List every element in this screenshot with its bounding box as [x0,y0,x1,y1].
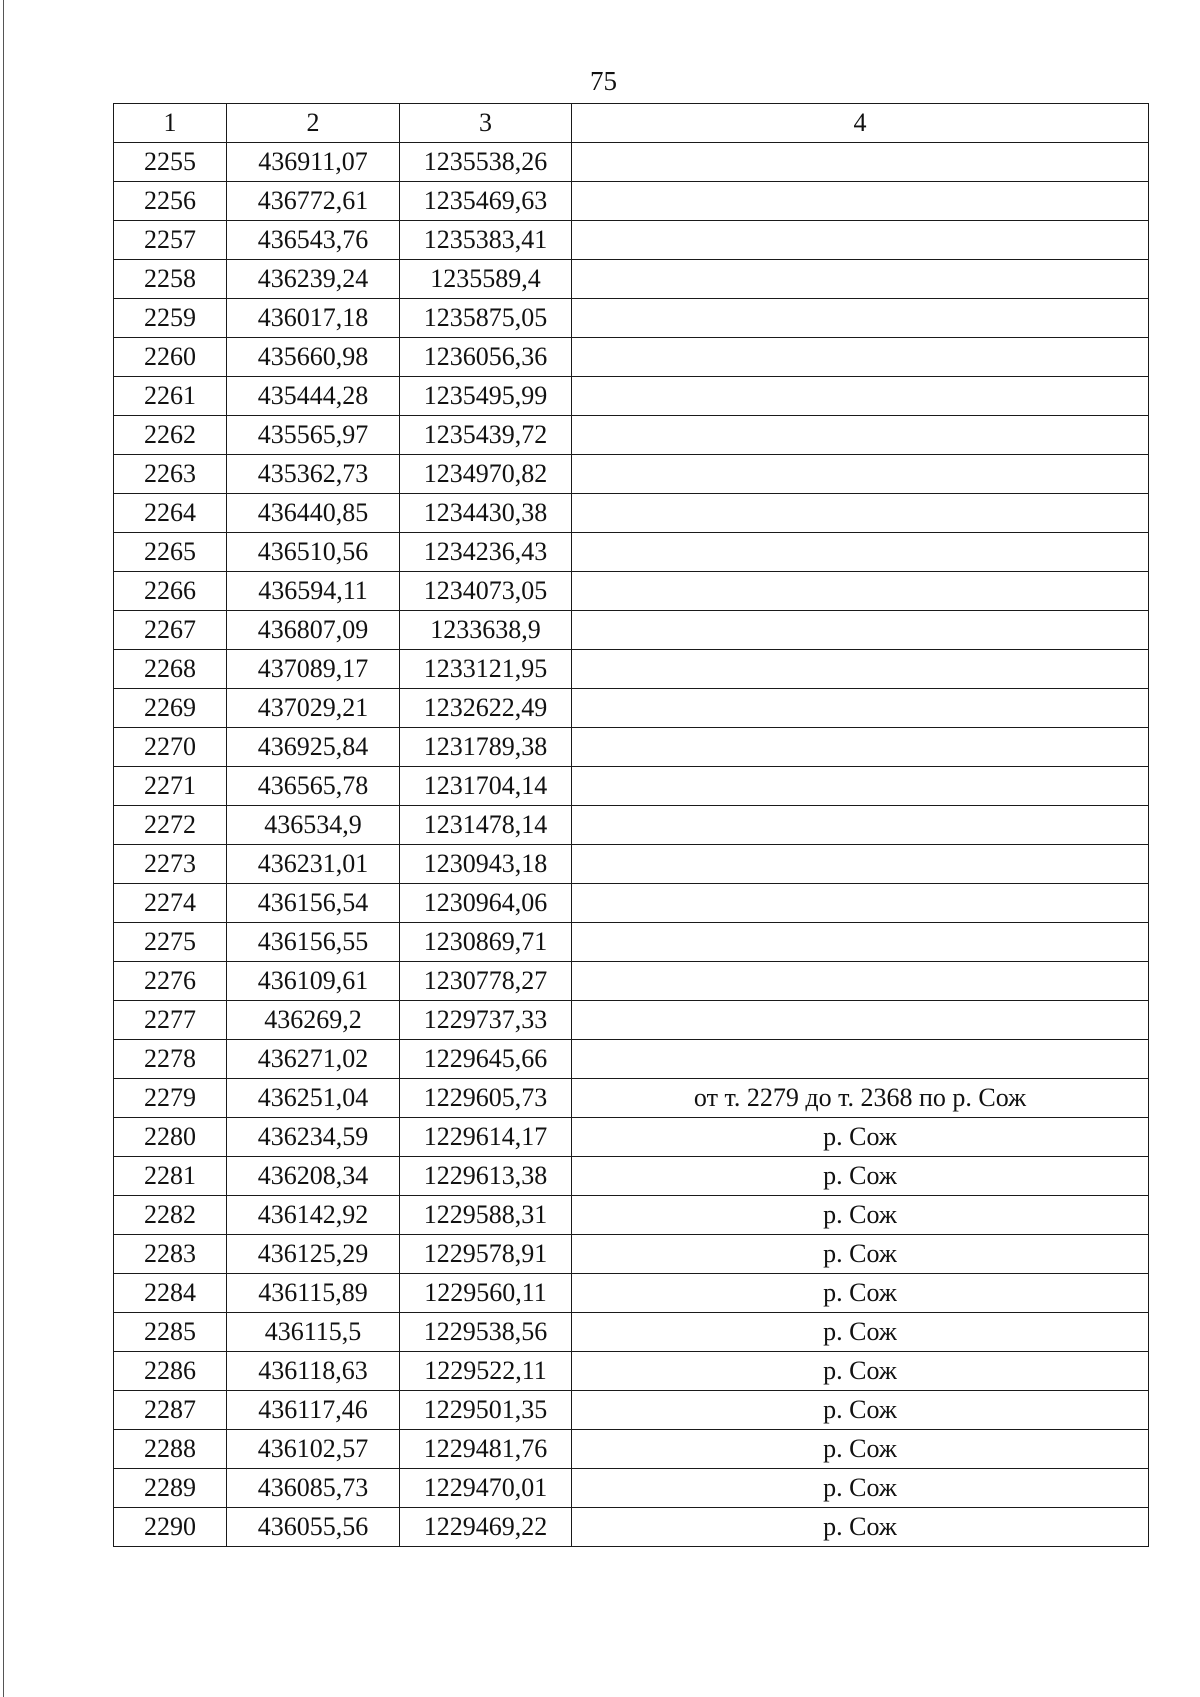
description-cell [572,1001,1149,1040]
table-row [114,533,1149,572]
description-cell: р. Сож [572,1352,1149,1391]
coord-y-cell: 1236056,36 [400,338,572,377]
table-row [114,1001,1149,1040]
description-cell: р. Сож [572,1157,1149,1196]
coord-y-cell: 1235383,41 [400,221,572,260]
coord-x-cell: 436156,54 [227,884,400,923]
coord-x-cell: 436565,78 [227,767,400,806]
description-cell [572,494,1149,533]
coord-x-cell: 436251,04 [227,1079,400,1118]
table-row [114,767,1149,806]
point-number-cell: 2269 [114,689,227,728]
coord-x-cell: 436118,63 [227,1352,400,1391]
coord-x-cell: 436772,61 [227,182,400,221]
description-cell: р. Сож [572,1118,1149,1157]
coord-y-cell: 1229588,31 [400,1196,572,1235]
point-number-cell: 2283 [114,1235,227,1274]
header-col-1: 1 [114,104,227,143]
description-cell [572,884,1149,923]
coord-y-cell: 1229560,11 [400,1274,572,1313]
table-row [114,1040,1149,1079]
description-cell [572,455,1149,494]
description-cell [572,377,1149,416]
coord-y-cell: 1231704,14 [400,767,572,806]
coord-x-cell: 436102,57 [227,1430,400,1469]
point-number-cell: 2263 [114,455,227,494]
point-number-cell: 2256 [114,182,227,221]
point-number-cell: 2290 [114,1508,227,1547]
point-number-cell: 2277 [114,1001,227,1040]
scan-edge-line [3,0,4,1697]
point-number-cell: 2261 [114,377,227,416]
coord-y-cell: 1232622,49 [400,689,572,728]
table-row [114,377,1149,416]
point-number-cell: 2262 [114,416,227,455]
page-number: 75 [590,66,617,96]
table-row [114,455,1149,494]
coord-y-cell: 1235589,4 [400,260,572,299]
header-row [114,104,1149,143]
coord-x-cell: 436925,84 [227,728,400,767]
table-row [114,611,1149,650]
coord-y-cell: 1229614,17 [400,1118,572,1157]
description-cell: от т. 2279 до т. 2368 по р. Сож [572,1079,1149,1118]
coord-x-cell: 435362,73 [227,455,400,494]
description-cell: р. Сож [572,1430,1149,1469]
description-cell: р. Сож [572,1274,1149,1313]
description-cell [572,689,1149,728]
description-cell [572,923,1149,962]
point-number-cell: 2276 [114,962,227,1001]
description-cell: р. Сож [572,1235,1149,1274]
coord-y-cell: 1230778,27 [400,962,572,1001]
coord-x-cell: 436234,59 [227,1118,400,1157]
coord-x-cell: 436117,46 [227,1391,400,1430]
point-number-cell: 2268 [114,650,227,689]
table-row [114,182,1149,221]
description-cell [572,143,1149,182]
table-row [114,1313,1149,1352]
point-number-cell: 2287 [114,1391,227,1430]
coord-y-cell: 1229578,91 [400,1235,572,1274]
table-row [114,1391,1149,1430]
coord-x-cell: 436208,34 [227,1157,400,1196]
table-row [114,689,1149,728]
coord-y-cell: 1229613,38 [400,1157,572,1196]
description-cell [572,299,1149,338]
table-row [114,1508,1149,1547]
coord-y-cell: 1235439,72 [400,416,572,455]
coord-y-cell: 1231789,38 [400,728,572,767]
table-row [114,1079,1149,1118]
coord-y-cell: 1229481,76 [400,1430,572,1469]
coord-y-cell: 1235875,05 [400,299,572,338]
coord-y-cell: 1230869,71 [400,923,572,962]
coord-x-cell: 435660,98 [227,338,400,377]
coord-y-cell: 1229737,33 [400,1001,572,1040]
header-col-2: 2 [227,104,400,143]
coord-y-cell: 1235495,99 [400,377,572,416]
coord-x-cell: 436085,73 [227,1469,400,1508]
coord-x-cell: 436055,56 [227,1508,400,1547]
header-col-3: 3 [400,104,572,143]
coord-x-cell: 436543,76 [227,221,400,260]
coord-y-cell: 1229645,66 [400,1040,572,1079]
point-number-cell: 2284 [114,1274,227,1313]
header-col-4: 4 [572,104,1149,143]
table-body [114,143,1149,1547]
description-cell [572,1040,1149,1079]
coord-x-cell: 436156,55 [227,923,400,962]
table-row [114,1430,1149,1469]
point-number-cell: 2285 [114,1313,227,1352]
point-number-cell: 2267 [114,611,227,650]
table-row [114,923,1149,962]
description-cell [572,845,1149,884]
point-number-cell: 2274 [114,884,227,923]
point-number-cell: 2286 [114,1352,227,1391]
coord-x-cell: 436594,11 [227,572,400,611]
coord-x-cell: 436534,9 [227,806,400,845]
point-number-cell: 2271 [114,767,227,806]
table-row [114,1157,1149,1196]
table-row [114,1196,1149,1235]
point-number-cell: 2289 [114,1469,227,1508]
table-row [114,1352,1149,1391]
description-cell [572,806,1149,845]
coord-y-cell: 1229501,35 [400,1391,572,1430]
coord-y-cell: 1234430,38 [400,494,572,533]
point-number-cell: 2280 [114,1118,227,1157]
point-number-cell: 2264 [114,494,227,533]
coord-x-cell: 436017,18 [227,299,400,338]
description-cell [572,260,1149,299]
coord-x-cell: 436115,5 [227,1313,400,1352]
coord-x-cell: 437089,17 [227,650,400,689]
table-row [114,1469,1149,1508]
point-number-cell: 2259 [114,299,227,338]
coord-y-cell: 1229605,73 [400,1079,572,1118]
table-row [114,416,1149,455]
point-number-cell: 2275 [114,923,227,962]
coord-y-cell: 1229522,11 [400,1352,572,1391]
coord-x-cell: 436271,02 [227,1040,400,1079]
coord-x-cell: 436239,24 [227,260,400,299]
coord-x-cell: 436269,2 [227,1001,400,1040]
coordinates-table [113,103,1149,1547]
table-row [114,1235,1149,1274]
description-cell [572,611,1149,650]
point-number-cell: 2258 [114,260,227,299]
description-cell: р. Сож [572,1196,1149,1235]
table-row [114,143,1149,182]
point-number-cell: 2266 [114,572,227,611]
table-row [114,1274,1149,1313]
point-number-cell: 2282 [114,1196,227,1235]
point-number-cell: 2265 [114,533,227,572]
coord-y-cell: 1233638,9 [400,611,572,650]
coord-y-cell: 1230964,06 [400,884,572,923]
table-header [114,104,1149,143]
coord-x-cell: 437029,21 [227,689,400,728]
table-row [114,494,1149,533]
table-row [114,845,1149,884]
coord-x-cell: 436109,61 [227,962,400,1001]
table-row [114,650,1149,689]
table-row [114,221,1149,260]
description-cell [572,416,1149,455]
coord-x-cell: 436115,89 [227,1274,400,1313]
point-number-cell: 2273 [114,845,227,884]
point-number-cell: 2279 [114,1079,227,1118]
description-cell: р. Сож [572,1391,1149,1430]
description-cell [572,650,1149,689]
coord-x-cell: 436125,29 [227,1235,400,1274]
point-number-cell: 2260 [114,338,227,377]
coord-y-cell: 1229538,56 [400,1313,572,1352]
table-row [114,728,1149,767]
description-cell: р. Сож [572,1313,1149,1352]
description-cell [572,533,1149,572]
table-row [114,338,1149,377]
description-cell [572,338,1149,377]
table-row [114,884,1149,923]
description-cell: р. Сож [572,1469,1149,1508]
coord-y-cell: 1234073,05 [400,572,572,611]
description-cell: р. Сож [572,1508,1149,1547]
coord-y-cell: 1229470,01 [400,1469,572,1508]
table-row [114,572,1149,611]
coord-x-cell: 436142,92 [227,1196,400,1235]
table-row [114,260,1149,299]
coord-y-cell: 1233121,95 [400,650,572,689]
description-cell [572,182,1149,221]
coord-x-cell: 436231,01 [227,845,400,884]
table-row [114,962,1149,1001]
table-row [114,1118,1149,1157]
point-number-cell: 2257 [114,221,227,260]
point-number-cell: 2278 [114,1040,227,1079]
coord-x-cell: 436807,09 [227,611,400,650]
description-cell [572,221,1149,260]
coord-y-cell: 1230943,18 [400,845,572,884]
point-number-cell: 2281 [114,1157,227,1196]
coord-x-cell: 436911,07 [227,143,400,182]
description-cell [572,767,1149,806]
coord-y-cell: 1235469,63 [400,182,572,221]
description-cell [572,572,1149,611]
point-number-cell: 2270 [114,728,227,767]
coord-x-cell: 436440,85 [227,494,400,533]
coord-x-cell: 435565,97 [227,416,400,455]
coord-y-cell: 1235538,26 [400,143,572,182]
coord-x-cell: 435444,28 [227,377,400,416]
coord-y-cell: 1231478,14 [400,806,572,845]
coord-y-cell: 1229469,22 [400,1508,572,1547]
point-number-cell: 2272 [114,806,227,845]
coord-y-cell: 1234970,82 [400,455,572,494]
coord-x-cell: 436510,56 [227,533,400,572]
table-row [114,299,1149,338]
point-number-cell: 2288 [114,1430,227,1469]
description-cell [572,962,1149,1001]
description-cell [572,728,1149,767]
table-row [114,806,1149,845]
point-number-cell: 2255 [114,143,227,182]
coord-y-cell: 1234236,43 [400,533,572,572]
